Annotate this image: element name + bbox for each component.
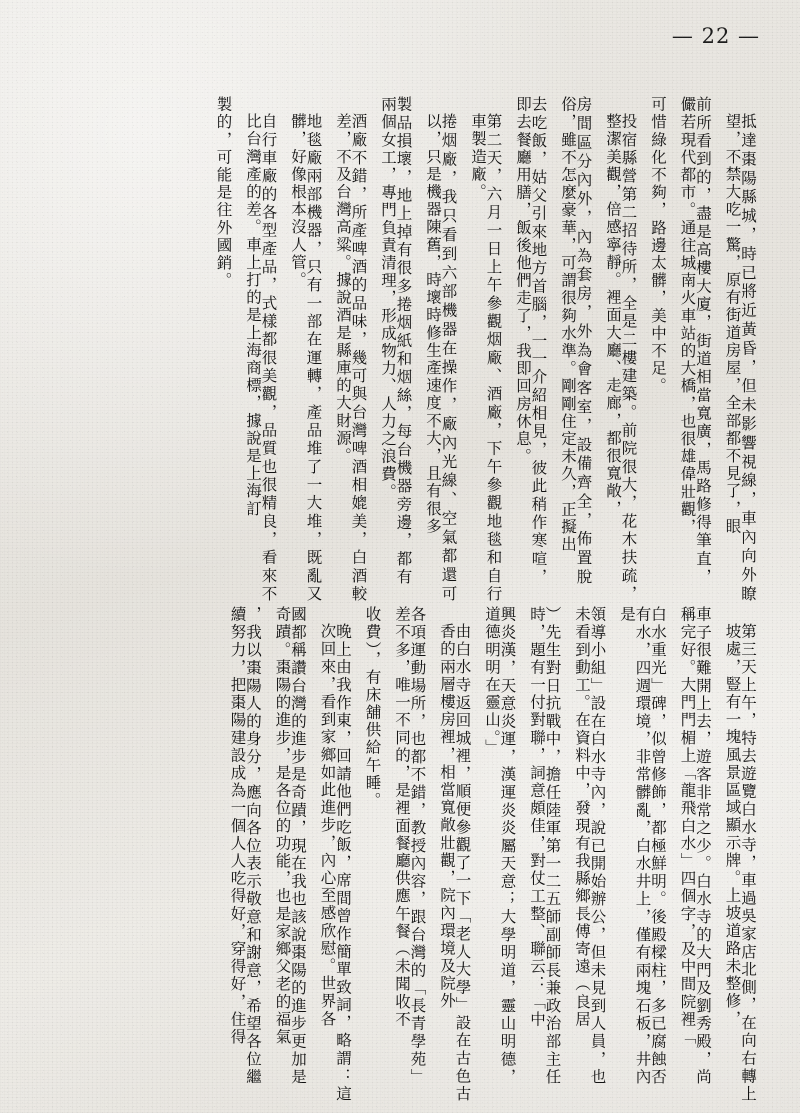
text-column: 地毯廠兩部機器，只有一部在運轉，產品堆了一大堆，既亂又髒，好像根本沒人管。 [289,113,323,603]
text-column: 晚上由我作東，回請他們吃飯，席間曾作簡單致詞，略謂：這次回來，看到家鄉如此進步，內心至感欣慰。世界各 [318,623,352,1103]
text-column: 自行車廠的各型產品，式樣都很美觀，品質也很精良，看來不比台灣產的差。車上打的是上海商標，據說是上海訂 [244,113,278,603]
text-column: 由白水寺返回城裡，順便參觀了一下「老人大學」設在古色古香的兩層樓房裡，相當寬敞壯觀，院內環境及院外 [438,623,472,1103]
text-column: 第二天，六月一日上午參觀烟廠、酒廠，下午參觀地毯和自行車製造廠。 [469,113,503,603]
text-column: 製品損壞，地上掉有很多捲烟紙和烟絲，每台機器旁邊，都有兩個女工，專門負責清理，形成物力、人力之浪費。 [379,96,413,586]
text-column: 領導小組」設在白水寺內，說已開始辦公，但未見到人員，也未看到動工。在資料中，發現有我縣鄉長傅寄遠（良居 [573,606,607,1086]
text-column: 白水重光」碑，似曾修飾，都極鮮明。後殿樑柱，多已腐蝕否有水，四週環境，非常髒亂，白水井上，僅有兩塊石板，井內是 [618,606,667,1086]
text-column: 收費），有床舖供給午睡。 [363,606,382,810]
text-column: 車子很難開上去，遊客非常之少。白水寺的大門及劉秀殿，尚稱完好。大門門楣上「龍飛白水」四個字，及中間院裡「 [678,606,712,1086]
text-column: ）先生對日抗戰中，擔任陸軍第一二五師副師長兼政治部主任時，題有一付對聯，詞意頗佳，對仗工整、聯云：「中 [528,606,562,1086]
upper-text-block [48,96,762,603]
text-column: 製的，可能是往外國銷。 [214,96,233,290]
text-column: 可惜綠化不夠，路邊太髒，美中不足。 [649,96,667,396]
text-column: 房間區分內外，內為套房，外為會客室，設備齊全，佈置脫俗，雖不怎麼豪華，可謂很夠水準。剛剛住定未久，正擬出 [559,96,593,586]
text-column: 各項運動場所，也都不錯，教授內容，跟台灣的「長青學苑」差不多，唯一不同的，是裡面餐廳供應午餐（未聞收不 [393,606,427,1086]
text-column: 前所看到的，盡是高樓大廈，街道相當寬廣，馬路修得筆直，儼若現代都市。通往城南火車站的大橋，也很雄偉壯觀， [678,96,712,586]
text-column: 酒廠不錯，所產啤酒的品味，幾可與台灣啤酒相媲美，白酒較差，不及台灣高粱。據說酒是縣庫的大財源。 [334,113,368,603]
text-column: 捲烟廠，我只看到六部機器在操作，廠內光線、空氣都還可以，只是機器陳舊，時壞時修生產速度不大，且有很多 [424,113,458,603]
text-column: 去吃飯，姑父引來地方首腦，一一介紹相見，彼此稍作寒喧，即去餐廳用膳，飯後他們走了，我即回房休息。 [514,96,548,586]
text-column: 第三天上午，特去遊覽白水寺，車過吳家店北側，在向右轉上坡處，豎有一塊風景區域顯示牌。上坡道路未整修， [723,623,757,1103]
text-column: 興炎漢，天意炎運，漢運炎炎屬天意；大學明道，靈山明德，道德明明在靈山。」 [483,606,517,1086]
page-number: — 22 — [671,24,760,48]
text-column: 國都稱讚台灣的進步是奇蹟，現在我也該說棗陽的進步更加是奇蹟。棗陽的進步，是各位的功能，也是家鄉父老的福氣 [273,606,307,1086]
text-column: ，我以棗陽人的身分，應向各位表示敬意和謝意，希望各位繼續努力，把棗陽建設成為一個人人吃得好，穿得好，住得 [228,606,262,1086]
text-column: 抵達棗陽縣城，時已將近黃昏，但未影響視線，車內向外瞭望，不禁大吃一驚，原有街道房屋，全部都不見了，眼 [723,113,757,603]
text-column: 投宿縣營第二招待所，全是二樓建築。前院很大，花木扶疏，整潔美觀，倍感寧靜。裡面大廳、走廊，都很寬敞， [604,113,638,603]
lower-text-block [48,606,762,1103]
